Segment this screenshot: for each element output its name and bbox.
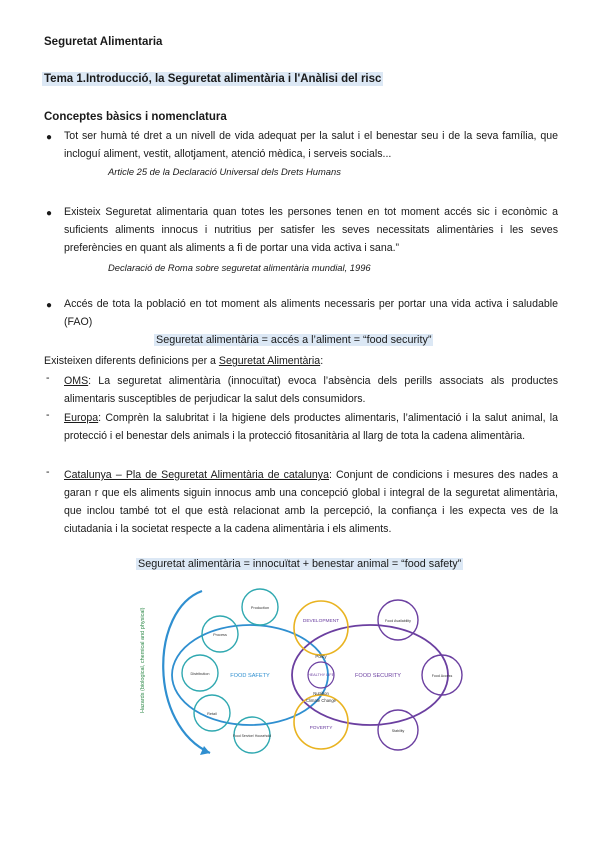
circle-label: Food Service/ Household <box>232 734 272 738</box>
development-label: DEVELOPMENT <box>302 619 340 624</box>
circle-label: Retail <box>207 712 217 716</box>
climate-label: Climate Change <box>305 698 337 703</box>
bullet-icon: ● <box>46 300 53 311</box>
circle-label: Food Availability <box>385 619 411 623</box>
policy-label: Policy <box>315 654 327 659</box>
dash-marker: - <box>46 372 50 384</box>
citation-2: Declaració de Roma sobre seguretat alimentària mundial, 1996 <box>108 262 371 273</box>
definitions-intro <box>44 352 323 370</box>
definition-text: : La seguretat alimentària (innocuïtat) evoca l’absència dels perills associats als productes alimentaris susceptibles de perjudicar la salut dels consumidors. <box>64 375 558 405</box>
definition-oms <box>64 372 558 408</box>
circle-label: Food Access <box>431 674 453 678</box>
definition-term: Europa <box>64 412 99 424</box>
poverty-label: POVERTY <box>309 726 333 731</box>
food-safety-label: FOOD SAFETY <box>230 673 270 679</box>
definition-catalunya <box>64 466 558 538</box>
definitions-intro-pre: Existeixen diferents definicions per a <box>44 355 219 367</box>
dash-marker: - <box>46 466 50 478</box>
bullet-icon: ● <box>46 208 53 219</box>
definition-term: OMS <box>64 375 89 387</box>
circle-label: Distribution <box>190 672 210 676</box>
food-safety-security-diagram <box>140 585 465 760</box>
hazards-label: Hazards (biological, chemical and physical) <box>140 607 146 713</box>
highlight-food-safety: Seguretat alimentària = innocuïtat + benestar animal = “food safety” <box>138 558 462 570</box>
bullet-text-1: Tot ser humà té dret a un nivell de vida adequat per la salut i el benestar seu i de la seva família, que incloguí aliment, vestit, allotjament, atenció mèdica, i serveis socials... <box>64 130 558 160</box>
topic-heading: Tema 1.Introducció, la Seguretat alimentària i l'Anàlisi del risc <box>44 73 382 85</box>
circle-label: Process <box>213 633 227 637</box>
definition-text: : Conjunt de condicions i mesures des nades a garan r que els aliments siguin innocus amb una concepció global i integral de la seguretat alimentària, que inclou també tot el que està relacionat amb la percepció, la confiança i les expecta ves de la ciutadania i la societat respecte a la cadena alimentària i els aliments. <box>64 469 558 535</box>
dash-marker: - <box>46 409 50 421</box>
definitions-intro-link: Seguretat Alimentària <box>218 355 321 367</box>
healthy-life-label: HEALTHY LIFE <box>307 673 335 677</box>
circle-label: Production <box>250 606 270 610</box>
highlight-food-security: Seguretat alimentària = accés a l’aliment = “food security” <box>156 334 432 346</box>
document-title: Seguretat Alimentaria <box>44 36 163 48</box>
bullet-icon: ● <box>46 132 53 143</box>
section-heading: Conceptes bàsics i nomenclatura <box>44 111 227 123</box>
bullet-text-2: Existeix Seguretat alimentaria quan totes les persones tenen en tot moment accés sic i econòmic a suficients aliments innocus i nutritius per satisfer les seves necessitats alimentàries i les seves preferències en quant als aliments a fi de portar una vida activa i sana.” <box>64 206 558 254</box>
definition-term: Catalunya – Pla de Seguretat Alimentària de catalunya <box>64 469 329 481</box>
definition-text: : Comprèn la salubritat i la higiene dels productes alimentaris, l’alimentació i la salut animal, la protecció i el benestar dels animals i la protecció fitosanitària al llarg de tota la cadena alimentària. <box>64 412 558 442</box>
citation-1: Article 25 de la Declaració Universal dels Drets Humans <box>108 166 341 177</box>
nutrition-label: Nutrition <box>313 691 329 696</box>
definitions-intro-post: : <box>320 355 324 367</box>
food-security-label: FOOD SECURITY <box>355 673 401 679</box>
definition-europa <box>64 409 558 445</box>
circle-label: Stability <box>391 729 405 733</box>
bullet-text-3: Accés de tota la població en tot moment als aliments necessaris per portar una vida activa i saludable (FAO) <box>64 298 558 328</box>
